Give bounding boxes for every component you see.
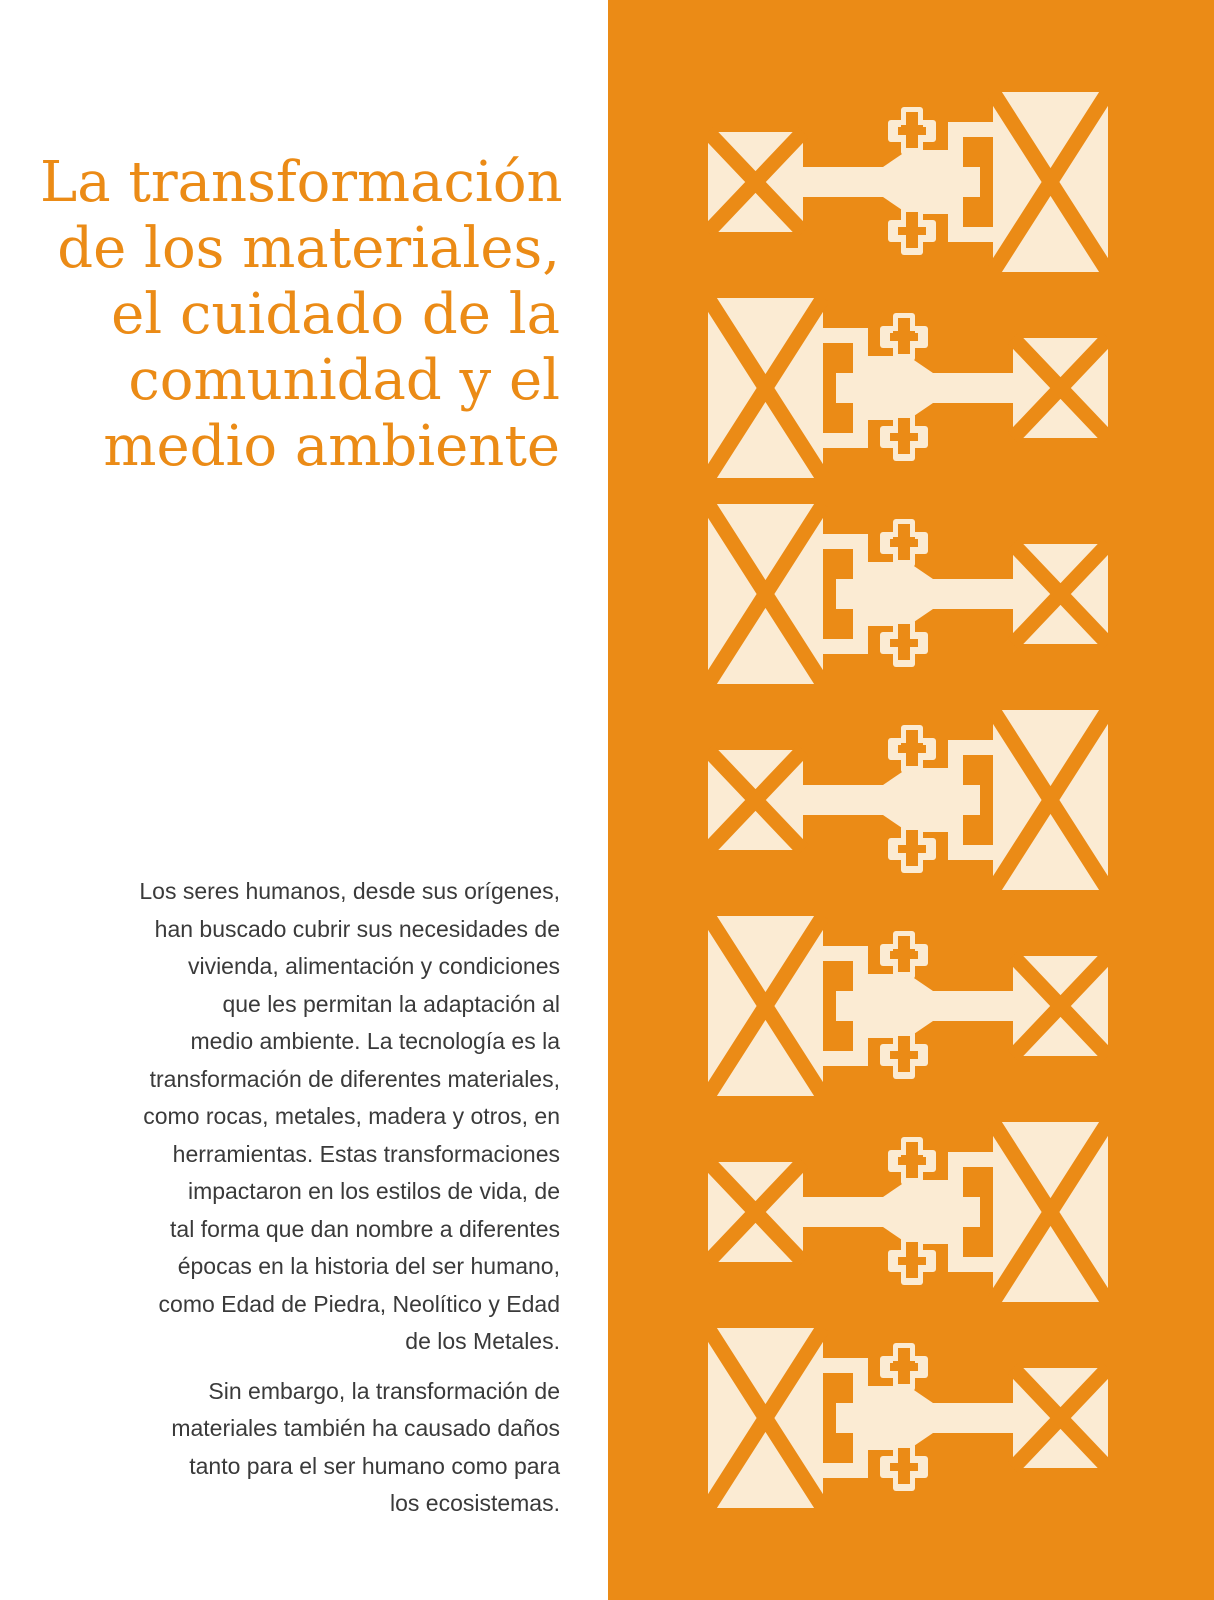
text-line: materiales también ha causado daños [171,1415,560,1441]
text-line: tanto para el ser humano como para [189,1452,560,1479]
title-line: comunidad y el [128,348,560,413]
text-line: tal forma que dan nombre a diferentes [170,1215,560,1242]
fretwork-motif-icon [708,504,1108,684]
page-title [40,150,563,480]
text-line: que les permitan la adaptación al [222,990,560,1017]
fretwork-motif-icon [708,298,1108,478]
paragraph-intro [40,873,560,1361]
fretwork-motif-icon [708,710,1108,890]
text-line: medio ambiente. La tecnología es la [190,1028,560,1054]
fretwork-motif-icon [708,1122,1108,1302]
fretwork-motif-icon [708,1328,1108,1508]
text-line: épocas en la historia del ser humano, [177,1253,560,1279]
text-line: vivienda, alimentación y condiciones [187,953,560,979]
text-line: de los Metales. [405,1328,560,1354]
text-line: como rocas, metales, madera y otros, en [143,1103,560,1129]
title-line: de los materiales, [57,216,560,281]
body-text [40,873,560,1535]
text-line: Sin embargo, la transformación de [208,1377,560,1404]
text-line: impactaron en los estilos de vida, de [187,1178,560,1204]
text-line: Los seres humanos, desde sus orígenes, [139,878,560,904]
fretwork-motif-icon [708,916,1108,1096]
title-line: medio ambiente [103,414,560,479]
text-line: han buscado cubrir sus necesidades de [154,915,560,942]
title-line: La transformación [40,150,563,215]
fretwork-motif-icon [708,92,1108,272]
text-line: herramientas. Estas transformaciones [172,1140,560,1167]
text-line: transformación de diferentes materiales, [149,1065,560,1092]
paragraph-damage [40,1373,560,1523]
title-line: el cuidado de la [111,282,560,347]
text-line: como Edad de Piedra, Neolítico y Edad [158,1290,560,1317]
text-line: los ecosistemas. [389,1490,560,1516]
decorative-band [608,0,1214,1600]
